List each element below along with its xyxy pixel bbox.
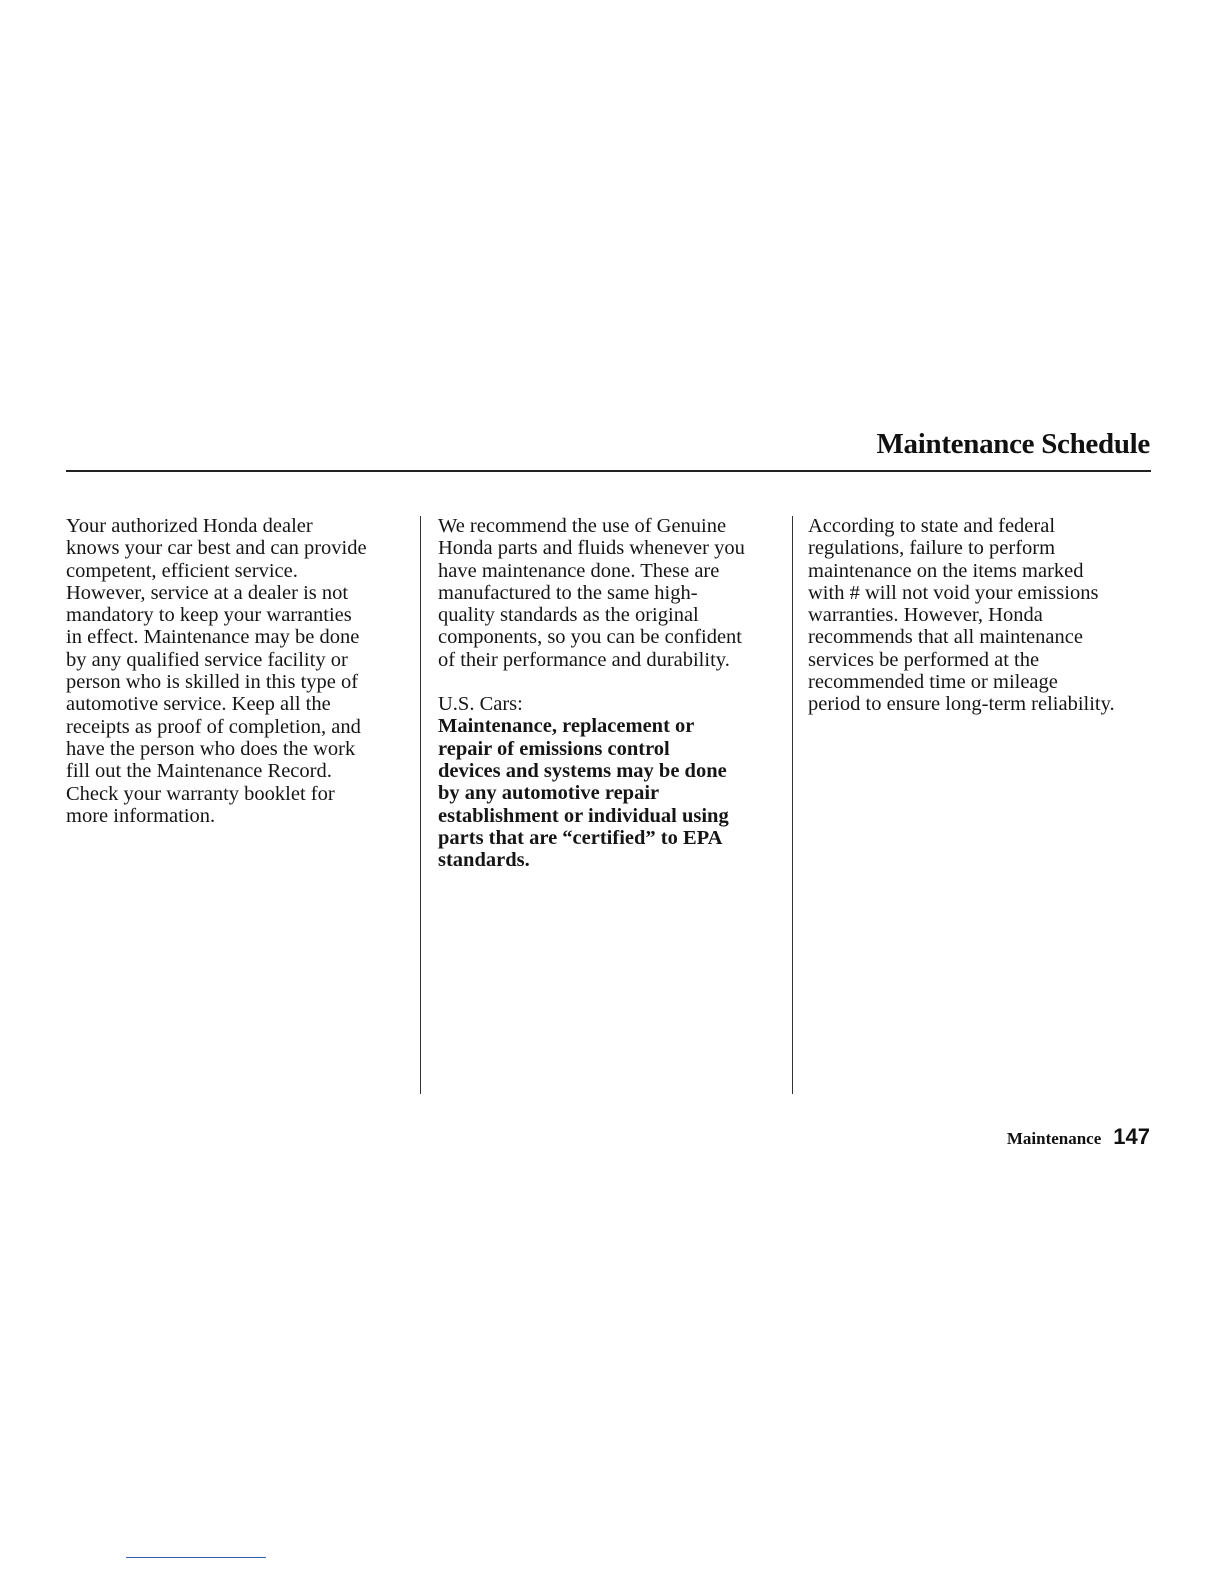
text-line: Maintenance, replacement or (438, 715, 695, 738)
text-line: regulations, failure to perform (808, 537, 1056, 560)
text-line: services be performed at the (808, 648, 1040, 671)
text-line: automotive service. Keep all the (66, 693, 331, 716)
emissions-notice (438, 715, 788, 871)
text-line: knows your car best and can provide (66, 537, 367, 560)
column-middle (438, 515, 788, 871)
genuine-parts-paragraph (438, 515, 788, 671)
text-line: fill out the Maintenance Record. (66, 760, 332, 783)
dealer-paragraph (66, 515, 411, 827)
text-line: repair of emissions control (438, 737, 670, 760)
column-right (808, 515, 1153, 716)
footer-section-label: Maintenance (1006, 1129, 1102, 1148)
column-left (66, 515, 411, 827)
text-line: have the person who does the work (66, 737, 356, 760)
text-line: competent, efficient service. (66, 559, 298, 582)
regulations-paragraph (808, 515, 1153, 716)
text-line: have maintenance done. These are (438, 559, 720, 582)
text-line: by any automotive repair (438, 782, 660, 805)
column-divider (792, 516, 793, 1094)
header-rule (66, 470, 1151, 472)
text-line: manufactured to the same high- (438, 581, 698, 604)
text-line: by any qualified service facility or (66, 648, 348, 671)
text-line: with # will not void your emissions (808, 581, 1099, 604)
text-line: parts that are “certified” to EPA (438, 826, 723, 849)
text-line: of their performance and durability. (438, 648, 730, 671)
text-line: person who is skilled in this type of (66, 671, 359, 694)
text-line: We recommend the use of Genuine (438, 515, 727, 537)
text-line: quality standards as the original (438, 604, 699, 627)
text-line: components, so you can be confident (438, 626, 743, 649)
text-line: Your authorized Honda dealer (66, 515, 313, 537)
text-line: Check your warranty booklet for (66, 782, 335, 805)
text-line: recommends that all maintenance (808, 626, 1083, 649)
page-title: Maintenance Schedule (876, 428, 1150, 460)
us-cars-subhead: U.S. Cars: (438, 693, 523, 716)
text-line: warranties. However, Honda (808, 604, 1043, 627)
text-line: Honda parts and fluids whenever you (438, 537, 745, 560)
text-line: devices and systems may be done (438, 759, 727, 782)
page-footer (1007, 1124, 1150, 1150)
text-line: more information. (66, 804, 216, 827)
text-line: recommended time or mileage (808, 671, 1058, 694)
text-line: establishment or individual using (438, 804, 729, 827)
bottom-underline-mark (126, 1557, 266, 1558)
text-line: According to state and federal (808, 515, 1056, 537)
text-line: period to ensure long-term reliability. (808, 693, 1115, 716)
text-line: maintenance on the items marked (808, 559, 1084, 582)
text-line: standards. (438, 849, 530, 872)
page-number: 147 (1113, 1124, 1150, 1149)
text-line: in effect. Maintenance may be done (66, 626, 360, 649)
text-line: mandatory to keep your warranties (66, 604, 352, 627)
column-divider (420, 516, 421, 1094)
text-line: However, service at a dealer is not (66, 581, 349, 604)
text-line: receipts as proof of completion, and (66, 715, 361, 738)
